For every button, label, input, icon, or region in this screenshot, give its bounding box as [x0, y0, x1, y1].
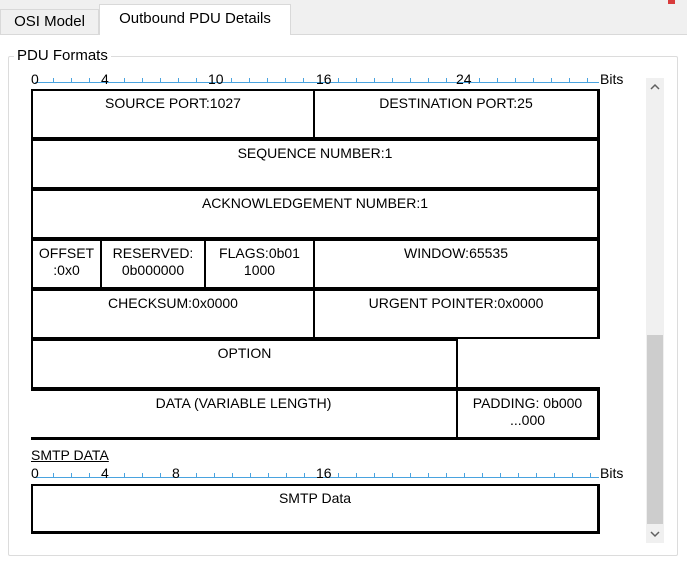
smtp-tick [338, 473, 339, 478]
tcp-tick [587, 78, 588, 83]
tcp-tick [231, 78, 232, 83]
smtp-tick [374, 473, 375, 478]
offset-field [31, 239, 103, 290]
smtp-tick [410, 473, 411, 478]
smtp-tick [232, 473, 233, 478]
tcp-tick [89, 78, 90, 83]
smtp-tick [392, 473, 393, 478]
tcp-tick [53, 78, 54, 83]
tcp-tick [71, 78, 72, 83]
smtp-bits-label: Bits [600, 465, 624, 481]
tcp-tick [551, 78, 552, 83]
scroll-down-button[interactable] [646, 525, 664, 543]
flags-line-2: 1000 [243, 262, 276, 278]
tcp-ruler-label-24: 24 [456, 71, 472, 87]
pdu-formats-title: PDU Formats [14, 47, 111, 64]
smtp-tick [142, 473, 143, 478]
reserved-line-2: 0b000000 [121, 262, 185, 278]
smtp-ruler-label-0: 0 [31, 465, 39, 481]
tcp-tick [160, 78, 161, 83]
tcp-tick [479, 78, 480, 83]
smtp-tick [268, 473, 269, 478]
smtp-tick [500, 473, 501, 478]
acknowledgement-number-text: ACKNOWLEDGEMENT NUMBER:1 [201, 195, 429, 211]
sequence-number-field [31, 139, 600, 190]
smtp-tick [196, 473, 197, 478]
tcp-tick [374, 78, 375, 83]
chevron-down-icon [646, 525, 664, 543]
smtp-ruler-label-16: 16 [316, 465, 332, 481]
tab-bar [0, 0, 687, 36]
tcp-tick [446, 78, 447, 83]
smtp-tick [160, 473, 161, 478]
flags-field [204, 239, 316, 290]
tcp-tick [178, 78, 179, 83]
tcp-tick [285, 78, 286, 83]
window-text: WINDOW:65535 [404, 245, 508, 261]
smtp-tick [304, 473, 305, 478]
smtp-ruler-label-8: 8 [172, 465, 180, 481]
smtp-tick [214, 473, 215, 478]
tcp-ruler-label-0: 0 [31, 71, 39, 87]
option-text: OPTION [217, 345, 272, 361]
smtp-tick [250, 473, 251, 478]
destination-port-text: DESTINATION PORT:25 [379, 95, 533, 111]
tcp-tick [303, 78, 304, 83]
tcp-ruler-label-10: 10 [208, 71, 224, 87]
tcp-tick [124, 78, 125, 83]
smtp-tick [89, 473, 90, 478]
smtp-tick [124, 473, 125, 478]
padding-line-2: ...000 [509, 412, 546, 428]
source-port-text: SOURCE PORT:1027 [105, 95, 241, 111]
data-field [31, 389, 459, 440]
pdu-scroll-area[interactable] [24, 70, 646, 545]
urgent-pointer-field [313, 289, 600, 340]
smtp-data-title: SMTP DATA [31, 447, 109, 463]
tcp-tick [338, 78, 339, 83]
urgent-pointer-text: URGENT POINTER:0x0000 [368, 295, 544, 311]
tcp-tick [533, 78, 534, 83]
tcp-tick [356, 78, 357, 83]
acknowledgement-number-field [31, 189, 600, 240]
smtp-data-field [31, 484, 600, 534]
smtp-tick [554, 473, 555, 478]
window-corner-mark [668, 0, 675, 4]
tcp-ruler-label-4: 4 [101, 71, 109, 87]
tab-osi-model[interactable]: OSI Model [0, 9, 99, 35]
smtp-tick [464, 473, 465, 478]
smtp-tick [446, 473, 447, 478]
smtp-tick [428, 473, 429, 478]
vertical-scrollbar[interactable] [646, 78, 664, 543]
option-field [31, 339, 459, 390]
tcp-tick [569, 78, 570, 83]
chevron-up-icon [646, 78, 664, 96]
smtp-ruler-label-4: 4 [101, 465, 109, 481]
tcp-ruler-label-16: 16 [316, 71, 332, 87]
offset-line-1: OFFSET [38, 245, 95, 261]
offset-line-2: :0x0 [53, 262, 80, 278]
padding-line-1: PADDING: 0b000 [472, 395, 583, 411]
checksum-text: CHECKSUM:0x0000 [108, 295, 238, 311]
scroll-up-button[interactable] [646, 78, 664, 96]
tcp-tick [410, 78, 411, 83]
tcp-tick [428, 78, 429, 83]
tcp-bits-label: Bits [600, 71, 624, 87]
tcp-bit-ruler [24, 70, 624, 87]
data-text: DATA (VARIABLE LENGTH) [155, 395, 332, 411]
smtp-data-text: SMTP Data [278, 490, 352, 506]
sequence-number-text: SEQUENCE NUMBER:1 [237, 145, 393, 161]
tcp-tick [196, 78, 197, 83]
reserved-field [100, 239, 207, 290]
smtp-tick [71, 473, 72, 478]
window-field [313, 239, 600, 290]
smtp-tick [590, 473, 591, 478]
padding-field [456, 389, 600, 440]
tcp-tick [267, 78, 268, 83]
source-port-field [31, 89, 316, 140]
option-padding-blank [456, 339, 600, 390]
checksum-field [31, 289, 316, 340]
flags-line-1: FLAGS:0b01 [219, 245, 300, 261]
tcp-tick [497, 78, 498, 83]
reserved-line-1: RESERVED: [112, 245, 194, 261]
tcp-tick [515, 78, 516, 83]
smtp-tick [572, 473, 573, 478]
smtp-tick [536, 473, 537, 478]
smtp-bit-ruler [24, 465, 624, 481]
tcp-tick [249, 78, 250, 83]
tcp-tick [392, 78, 393, 83]
smtp-tick [518, 473, 519, 478]
tab-outbound-pdu-details[interactable]: Outbound PDU Details [99, 4, 291, 35]
smtp-tick [286, 473, 287, 478]
tcp-tick [142, 78, 143, 83]
smtp-tick [53, 473, 54, 478]
smtp-tick [356, 473, 357, 478]
destination-port-field [313, 89, 600, 140]
smtp-tick [482, 473, 483, 478]
scroll-thumb[interactable] [647, 335, 663, 524]
